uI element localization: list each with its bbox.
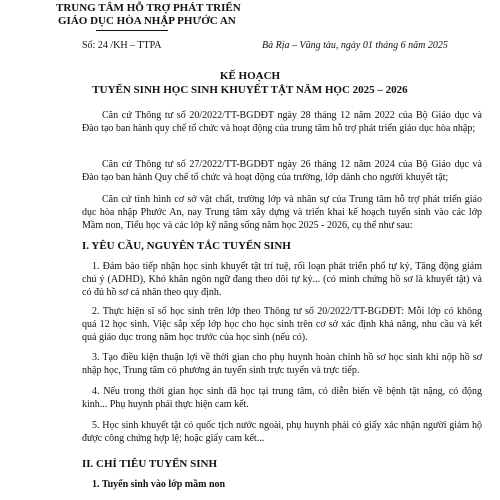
document-number: Số: 24 /KH – TTPA (82, 40, 162, 51)
section-1-item-4: 4. Nếu trong thời gian học sinh đã học tại trung tâm, có diễn biến về bệnh tật nặng, có động kinh... Phụ huynh phải thực hiện cam kết. (82, 386, 482, 410)
section-1-item-2: 2. Thực hiện sĩ số học sinh trên lớp theo Thông tư số 20/2022/TT-BGDĐT: Mỗi lớp có không quá 12 học sinh. Việc sắp xếp lớp học cho học sinh trên cơ sở xác định khả năng, nhu cầu và kết quả giáo dục trong năm học trước của học sinh (nếu có). (82, 306, 482, 343)
intro-paragraph-1: Căn cứ Thông tư số 20/2022/TT-BGDĐT ngày 28 tháng 12 năm 2022 của Bộ Giáo dục và Đào tạo ban hành quy chế tổ chức và hoạt động của trung tâm hỗ trợ phát triển giáo dục hòa nhập; (82, 110, 482, 134)
place-date: Bà Rịa – Vũng tàu, ngày 01 tháng 6 năm 2025 (262, 40, 448, 51)
section-1-heading: I. YÊU CẦU, NGUYÊN TẮC TUYỂN SINH (82, 240, 291, 252)
document-subtitle: TUYỂN SINH HỌC SINH KHUYẾT TẬT NĂM HỌC 2025 – 2026 (92, 84, 408, 96)
intro-paragraph-3: Căn cứ tình hình cơ sở vật chất, trường lớp và nhân sự của Trung tâm hỗ trợ phát triển giáo dục hòa nhập Phước An, nay Trung tâm xây dựng và triển khai kế hoạch tuyển sinh vào các lớp Mầm non, Tiểu học và các lớp kỹ năng sống năm học 2025 - 2026, cụ thể như sau: (82, 194, 482, 231)
section-2-heading: II. CHỈ TIÊU TUYỂN SINH (82, 458, 217, 470)
org-name-line1: TRUNG TÂM HỖ TRỢ PHÁT TRIỂN (56, 2, 241, 14)
intro-paragraph-2: Căn cứ Thông tư số 27/2022/TT-BGDĐT ngày 26 tháng 12 năm 2024 của Bộ Giáo dục và Đào tạo ban hành Quy chế tổ chức và hoạt động của trường, lớp dành cho người khuyết tật; (82, 159, 482, 183)
org-name-line2: GIÁO DỤC HÒA NHẬP PHƯỚC AN (58, 15, 236, 27)
section-1-item-5: 5. Học sinh khuyết tật có quốc tịch nước ngoài, phụ huynh phải có giấy xác nhận người giám hộ được công chứng hợp lệ; hoặc giấy cam kết... (82, 420, 482, 444)
header-underline (96, 30, 168, 31)
section-1-item-1: 1. Đảm bảo tiếp nhận học sinh khuyết tật trí tuệ, rối loạn phát triển phổ tự kỷ, Tăng động giảm chú ý (ADHD), Khó khăn ngôn ngữ đang theo dõi tự kỷ... (có minh chứng hồ sơ là khuyết tật) và có đủ hồ sơ cá nhân theo quy định. (82, 261, 482, 298)
section-2-subheading-1: 1. Tuyển sinh vào lớp mầm non (92, 479, 226, 490)
document-title: KẾ HOẠCH (219, 70, 281, 82)
section-1-item-3: 3. Tạo điều kiện thuận lợi về thời gian cho phụ huynh hoàn chỉnh hồ sơ học sinh khi nộp hồ sơ nhập học, Trung tâm có phương án tuyển sinh trực tuyến và trực tiếp. (82, 352, 482, 376)
